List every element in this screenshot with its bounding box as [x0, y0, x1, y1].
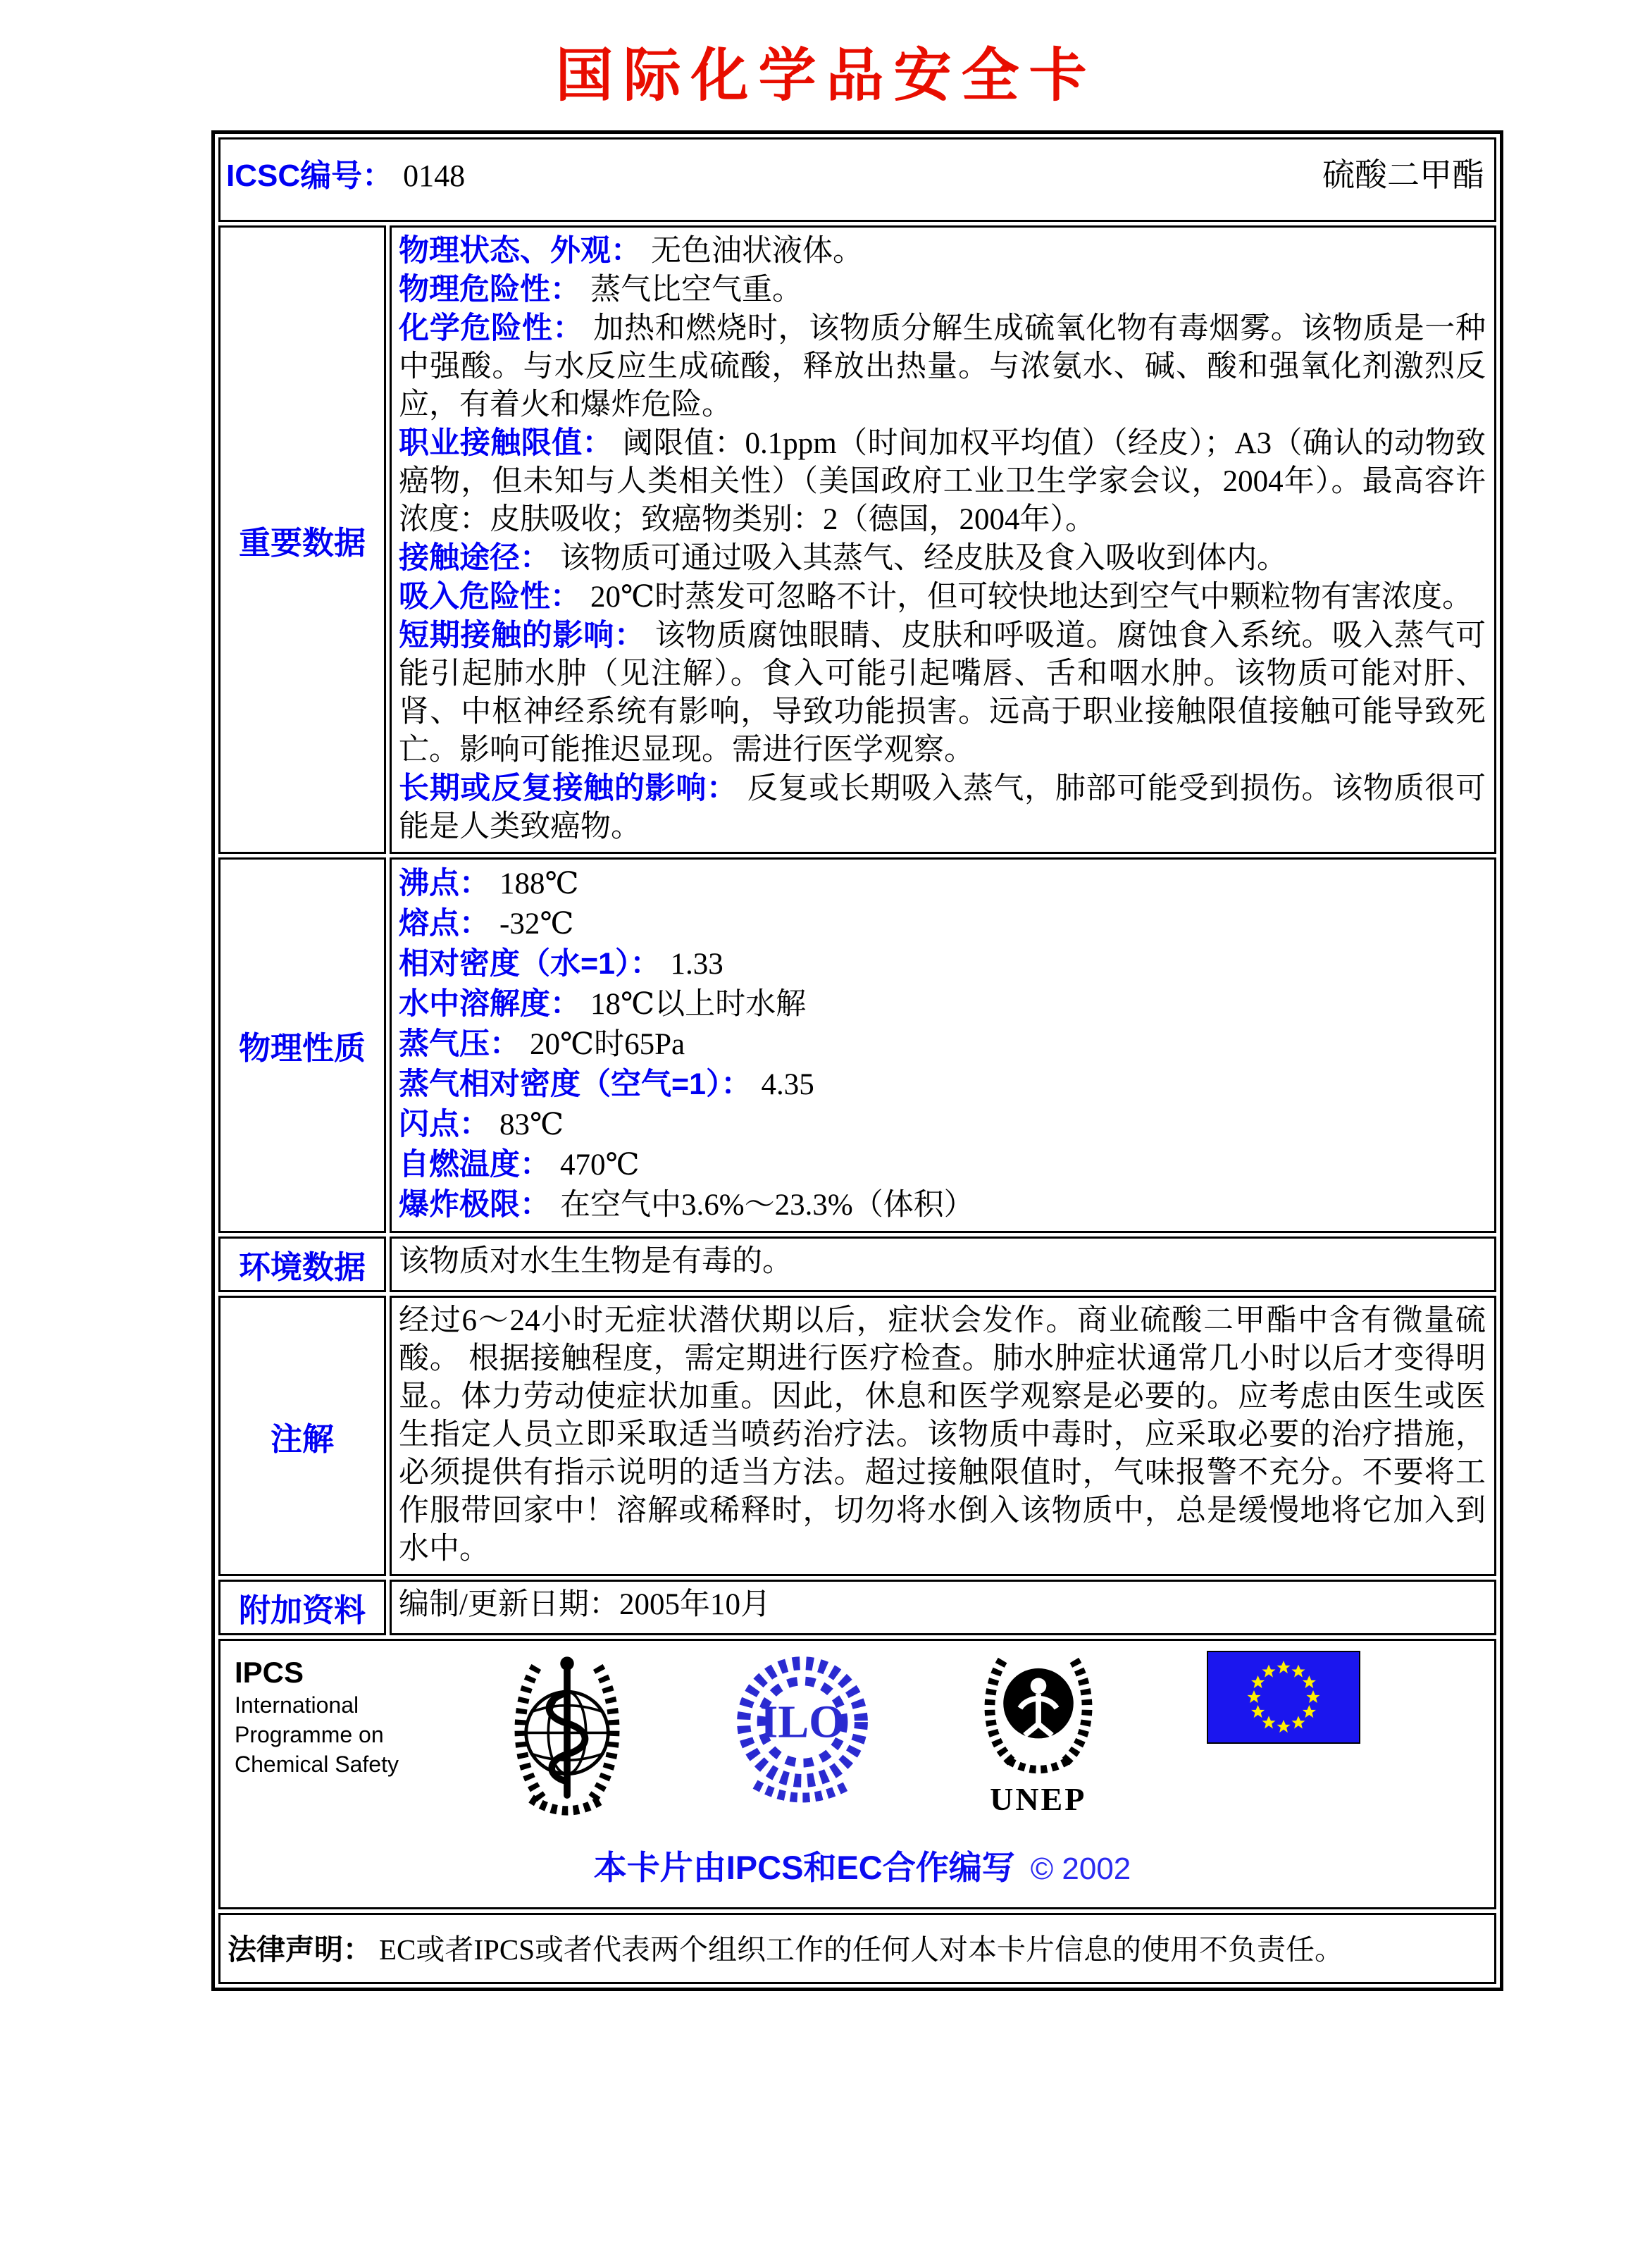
property-label: 水中溶解度： [399, 987, 580, 1021]
icsc-card [211, 130, 1503, 1991]
field-text: 加热和燃烧时，该物质分解生成硫氧化物有毒烟雾。该物质是一种中强酸。与水反应生成硫酸，释放出热量。与浓氨水、碱、酸和强氧化剂激烈反应，有着火和爆炸危险。 [399, 312, 1486, 421]
important-item [399, 271, 1486, 309]
property-label: 沸点： [399, 867, 490, 900]
property-value: 1.33 [670, 948, 723, 981]
field-text: 20℃时蒸发可忽略不计，但可较快地达到空气中颗粒物有害浓度。 [590, 581, 1473, 614]
important-data-content [390, 225, 1496, 854]
property-value: 470℃ [560, 1148, 640, 1182]
who-icon [507, 1651, 627, 1823]
notes-text: 经过6～24小时无症状潜伏期以后，症状会发作。商业硫酸二甲酯中含有微量硫酸。 根据接触程度，需定期进行医疗检查。肺水肿症状通常几小时以后才变得明显。体力劳动使症状加重。因此，休息和医学观察是必要的。应考虑由医生或医生指定人员立即采取适当喷药治疗法。该物质中毒时，应采取必要的治疗措施，必须提供有指示说明的适当方法。超过接触限值时，气味报警不充分。不要将工作服带回家中！溶解或稀释时，切勿将水倒入该物质中，总是缓慢地将它加入到水中。 [399, 1304, 1486, 1566]
header-row [218, 137, 1496, 222]
property-line [399, 1145, 1486, 1185]
legal-text: EC或者IPCS或者代表两个组织工作的任何人对本卡片信息的使用不负责任。 [379, 1933, 1343, 1966]
property-label: 蒸气相对密度（空气=1）： [399, 1067, 752, 1101]
important-item [399, 616, 1486, 769]
additional-info-row [218, 1580, 1496, 1635]
credit-copyright: © 2002 [1030, 1852, 1131, 1886]
eu-flag-icon [1207, 1651, 1360, 1744]
ipcs-line: International [235, 1692, 359, 1718]
property-label: 相对密度（水=1）： [399, 947, 661, 981]
field-label: 短期接触的影响： [399, 619, 645, 652]
unep-icon [979, 1651, 1098, 1818]
field-text: 蒸气比空气重。 [590, 273, 802, 306]
property-line [399, 984, 1486, 1024]
property-label: 蒸气压： [399, 1027, 520, 1061]
property-value: 18℃以上时水解 [590, 988, 807, 1021]
legal-row [218, 1913, 1496, 1984]
legal-cell [218, 1913, 1496, 1984]
field-label: 职业接触限值： [399, 426, 613, 460]
property-line [399, 1065, 1486, 1105]
field-text: 该物质腐蚀眼睛、皮肤和呼吸道。腐蚀食入系统。吸入蒸气可能引起肺水肿（见注解）。食入可能引起嘴唇、舌和咽水肿。该物质可能对肝、肾、中枢神经系统有影响，导致功能损害。远高于职业接触限值接触可能导致死亡。影响可能推迟显现。需进行医学观察。 [399, 619, 1486, 767]
section-label-physical: 物理性质 [218, 857, 386, 1233]
field-text: 该物质可通过吸入其蒸气、经皮肤及食入吸收到体内。 [560, 542, 1287, 575]
unep-wordmark: UNEP [990, 1781, 1087, 1817]
ilo-letters: ILO [760, 1696, 845, 1748]
property-value: 在空气中3.6%～23.3%（体积） [560, 1189, 974, 1222]
credit-text: 本卡片由IPCS和EC合作编写 [593, 1849, 1015, 1886]
field-text: 无色油状液体。 [651, 235, 863, 268]
property-value: 4.35 [761, 1068, 814, 1101]
property-label: 熔点： [399, 907, 490, 941]
section-label-environment: 环境数据 [218, 1237, 386, 1292]
icsc-number [226, 150, 465, 195]
important-item [399, 309, 1486, 424]
important-item [399, 539, 1486, 578]
property-line [399, 864, 1486, 904]
property-line [399, 1024, 1486, 1065]
field-label: 物理危险性： [399, 273, 580, 306]
ipcs-line: Programme on [235, 1722, 384, 1747]
important-item [399, 578, 1486, 616]
important-data-row [218, 225, 1496, 854]
update-date-label: 编制/更新日期： [399, 1588, 619, 1621]
chemical-name: 硫酸二甲酯 [1322, 157, 1484, 193]
ipcs-wordmark [235, 1651, 399, 1779]
property-line [399, 944, 1486, 984]
section-label-additional: 附加资料 [218, 1580, 386, 1635]
header-cell [218, 137, 1496, 222]
field-label: 长期或反复接触的影响： [399, 771, 738, 805]
environment-row [218, 1237, 1496, 1292]
property-line [399, 1105, 1486, 1145]
property-value: 83℃ [499, 1108, 564, 1141]
icsc-number-label: ICSC编号： [226, 159, 394, 193]
property-label: 闪点： [399, 1108, 490, 1141]
section-label-important: 重要数据 [218, 225, 386, 854]
property-value: -32℃ [499, 907, 574, 941]
section-label-notes: 注解 [218, 1296, 386, 1576]
property-label: 自燃温度： [399, 1148, 550, 1182]
field-text: 反复或长期吸入蒸气，肺部可能受到损伤。该物质很可能是人类致癌物。 [399, 772, 1486, 843]
physical-properties-row [218, 857, 1496, 1233]
important-item [399, 232, 1486, 271]
property-line [399, 1185, 1486, 1225]
field-label: 物理状态、外观： [399, 234, 641, 268]
icsc-number-value: 0148 [403, 159, 466, 193]
notes-row [218, 1296, 1496, 1576]
field-label: 化学危险性： [399, 311, 584, 345]
property-value: 188℃ [499, 867, 579, 900]
environment-content: 该物质对水生生物是有毒的。 [390, 1237, 1496, 1292]
important-item [399, 424, 1486, 539]
field-text: 阈限值：0.1ppm（时间加权平均值）（经皮）；A3（确认的动物致癌物，但未知与人类相关性）（美国政府工业卫生学家会议，2004年）。最高容许浓度：皮肤吸收；致癌物类别：2（德国，2004年）。 [399, 427, 1486, 536]
logos-row [218, 1639, 1496, 1909]
page-title: 国际化学品安全卡 [555, 44, 1097, 108]
credit-line [230, 1842, 1494, 1889]
notes-content [390, 1296, 1496, 1576]
field-label: 吸入危险性： [399, 580, 580, 614]
additional-info-content [390, 1580, 1496, 1635]
ipcs-line: Chemical Safety [235, 1752, 399, 1777]
ilo-icon [735, 1651, 869, 1816]
important-item [399, 769, 1486, 846]
property-label: 爆炸极限： [399, 1188, 550, 1222]
physical-properties-content [390, 857, 1496, 1233]
ipcs-acronym: IPCS [235, 1656, 304, 1689]
field-label: 接触途径： [399, 541, 550, 575]
update-date-value: 2005年10月 [619, 1588, 771, 1621]
property-line [399, 904, 1486, 944]
logos-cell [218, 1639, 1496, 1909]
property-value: 20℃时65Pa [530, 1028, 685, 1061]
legal-label: 法律声明： [228, 1933, 372, 1966]
